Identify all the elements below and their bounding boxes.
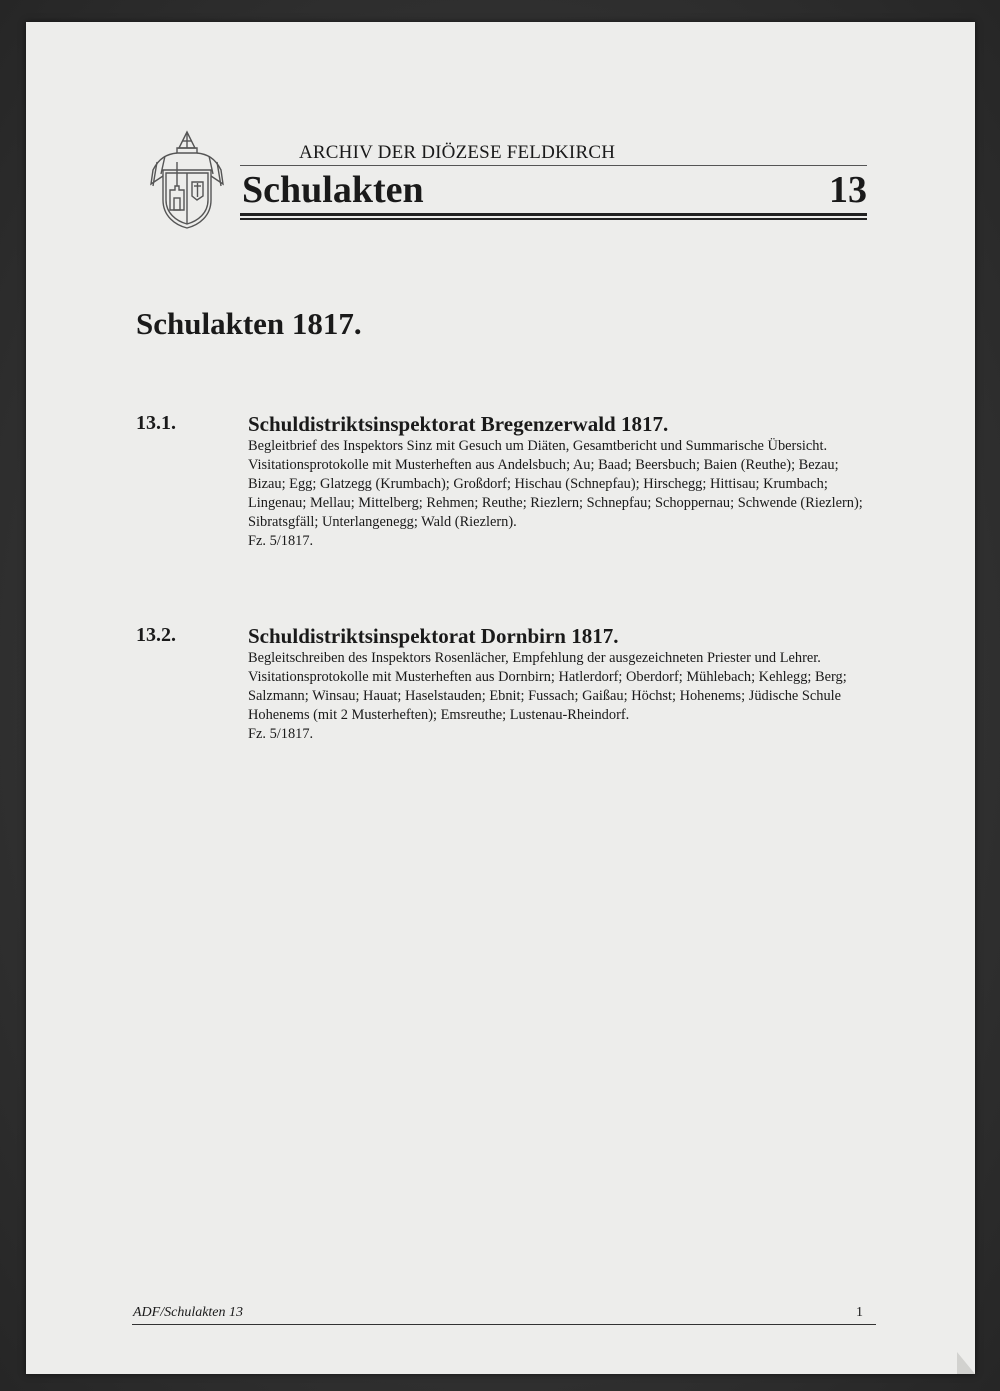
entry-paragraph: Begleitbrief des Inspektors Sinz mit Gesuch um Diäten, Gesamtbericht und Summarische Übersicht. bbox=[248, 438, 828, 454]
document-page bbox=[26, 22, 975, 1374]
archive-name: ARCHIV DER DIÖZESE FELDKIRCH bbox=[299, 142, 616, 163]
diocese-crest-icon bbox=[149, 126, 225, 230]
header-rule-double bbox=[240, 218, 867, 220]
page-corner-curl bbox=[957, 1352, 975, 1374]
entry-number: 13.2. bbox=[136, 624, 176, 646]
document-title: Schulakten 1817. bbox=[136, 306, 362, 341]
header-divider bbox=[240, 165, 867, 166]
entry-number: 13.1. bbox=[136, 412, 176, 434]
entry-heading: Schuldistriktsinspektorat Bregenzerwald 1817. bbox=[248, 412, 669, 436]
entry-body bbox=[248, 437, 870, 551]
header-number: 13 bbox=[829, 169, 867, 211]
header-title: Schulakten bbox=[242, 169, 424, 211]
footer-divider bbox=[132, 1324, 876, 1325]
page-number: 1 bbox=[856, 1305, 863, 1320]
entry-paragraph: Begleitschreiben des Inspektors Rosenlächer, Empfehlung der ausgezeichneten Priester und Lehrer. bbox=[248, 650, 821, 666]
entry-reference: Fz. 5/1817. bbox=[248, 726, 314, 742]
entry-reference: Fz. 5/1817. bbox=[248, 533, 314, 549]
entry-paragraph: Visitationsprotokolle mit Musterheften aus Dornbirn; Hatlerdorf; Oberdorf; Mühlebach; Kehlegg; Berg; Salzmann; Winsau; Hauat; Haselstauden; Ebnit; Fussach; Gaißau; Höchst; Hohenems; Jüdische Schule Hohenems (mit 2 Musterheften); Emsreuthe; Lustenau-Rheindorf. bbox=[248, 669, 847, 723]
entry-paragraph: Visitationsprotokolle mit Musterheften aus Andelsbuch; Au; Baad; Beersbuch; Baien (Reuthe); Bezau; Bizau; Egg; Glatzegg (Krumbach); Großdorf; Hischau (Schnepfau); Hirschegg; Hittisau; Krumbach; Lingenau; Mellau; Mittelberg; Rehmen; Reuthe; Riezlern; Schnepfau; Schoppernau; Schwende (Riezlern); Sibratsgfäll; Unterlangenegg; Wald (Riezlern). bbox=[248, 457, 863, 530]
entry-body bbox=[248, 649, 870, 744]
footer-reference: ADF/Schulakten 13 bbox=[133, 1305, 244, 1320]
entry-heading: Schuldistriktsinspektorat Dornbirn 1817. bbox=[248, 624, 619, 648]
header-rule-thick bbox=[240, 213, 867, 216]
